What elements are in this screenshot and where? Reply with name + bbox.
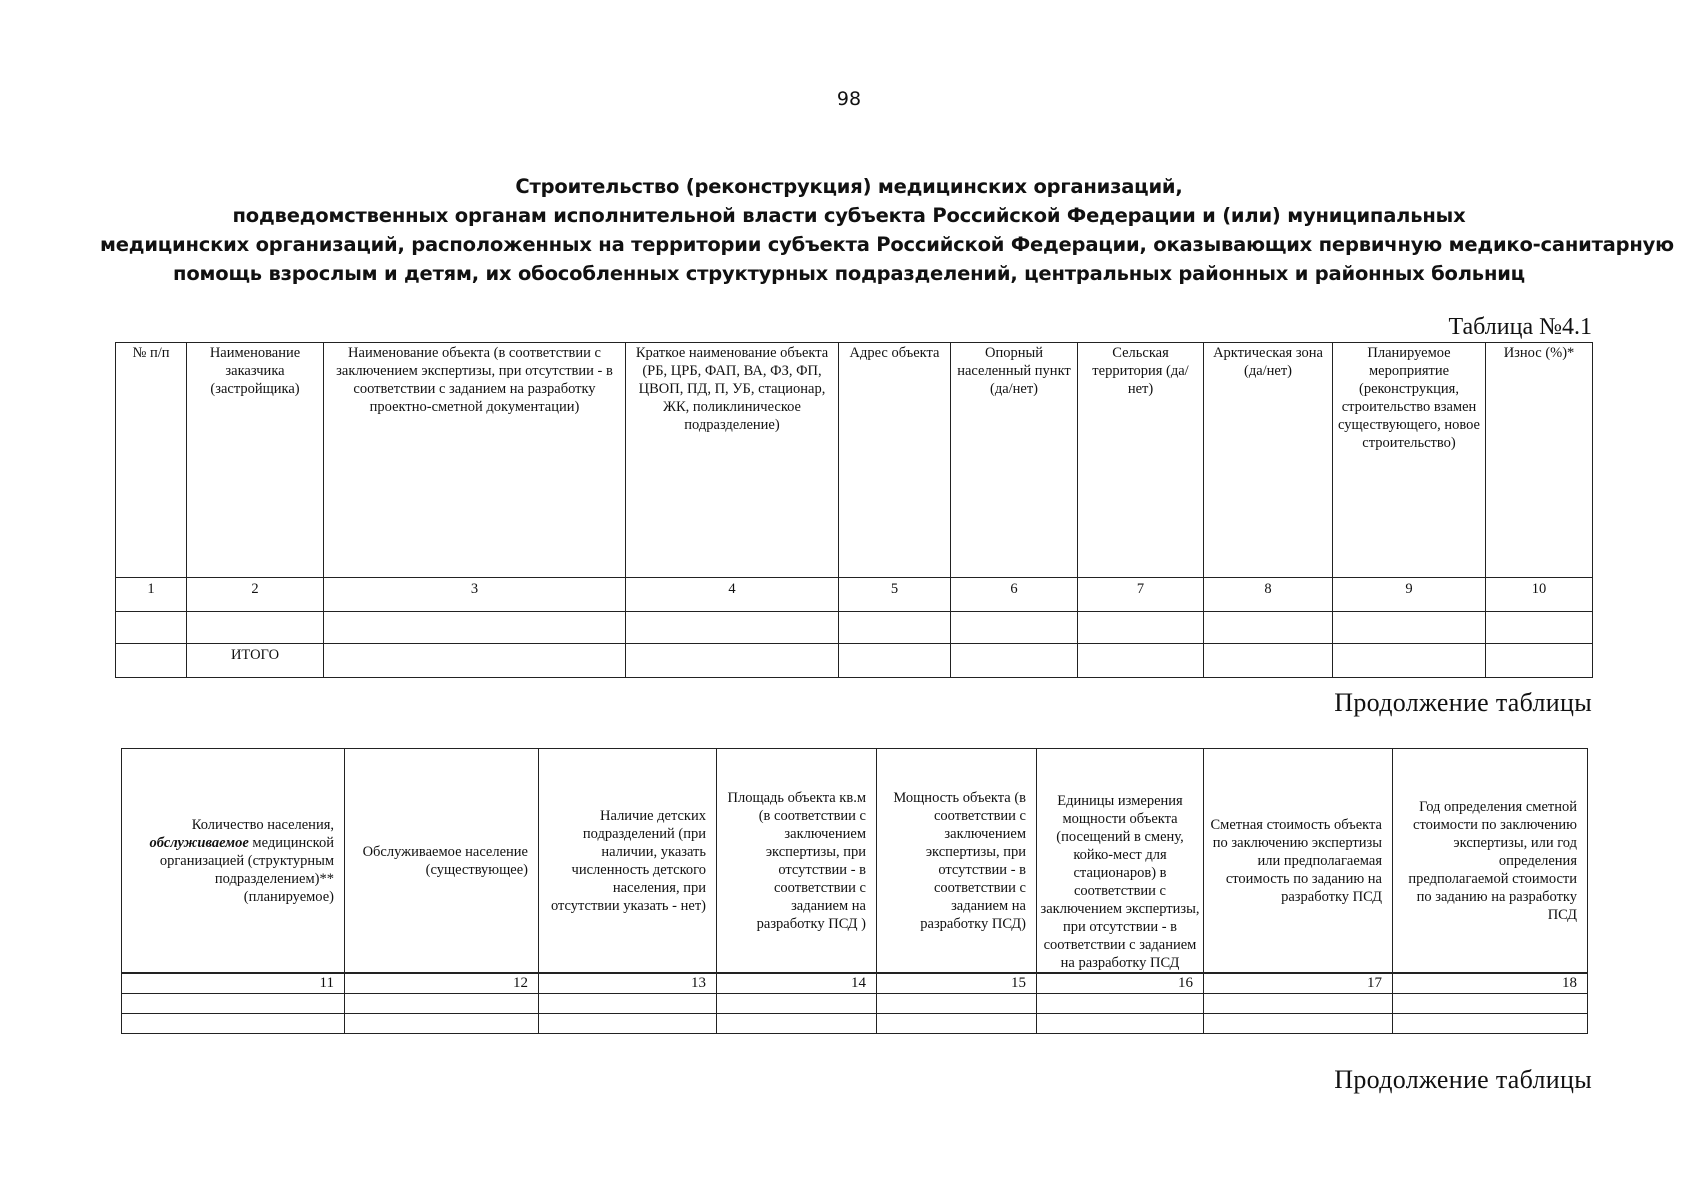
header-row: [122, 749, 1588, 974]
header-cell-population-planned: [122, 749, 345, 974]
table-cell[interactable]: [877, 994, 1037, 1014]
table-cell[interactable]: [626, 612, 839, 644]
header-cell: Краткое наименование объекта (РБ, ЦРБ, ФАП, ВА, ФЗ, ФП, ЦВОП, ПД, П, УБ, стационар, ЖК, поликлиническое подразделение): [626, 343, 839, 578]
column-number: 11: [122, 973, 345, 994]
header-text: медицинской организацией (структурным подразделением)** (планируемое): [159, 834, 334, 905]
header-cell: Сметная стоимость объекта по заключению экспертизы или предполагаемая стоимость по заданию на разработку ПСД: [1204, 749, 1393, 974]
header-cell: Износ (%)*: [1486, 343, 1593, 578]
table-cell[interactable]: [717, 994, 877, 1014]
table-cell[interactable]: [1393, 994, 1588, 1014]
data-row: [122, 994, 1588, 1014]
table-cell[interactable]: [345, 994, 539, 1014]
header-cell: Площадь объекта кв.м (в соответствии с заключением экспертизы, при отсутствии - в соответствии с заданием на разработку ПСД ): [717, 749, 877, 974]
title-line: медицинских организаций, расположенных на территории субъекта Российской Федерации, оказывающих первичную медико-санитарную: [100, 233, 1674, 256]
header-cell: Мощность объекта (в соответствии с заключением экспертизы, при отсутствии - в соответствии с заданием на разработку ПСД): [877, 749, 1037, 974]
table-caption: Таблица №4.1: [1448, 314, 1592, 340]
table-cell[interactable]: [1078, 612, 1204, 644]
table-cell[interactable]: [839, 644, 951, 678]
column-number: 15: [877, 973, 1037, 994]
column-number: 18: [1393, 973, 1588, 994]
header-text-emphasis: обслуживаемое: [149, 834, 249, 851]
table-cell[interactable]: [1037, 994, 1204, 1014]
table-cell[interactable]: [1486, 644, 1593, 678]
column-number: 1: [116, 578, 187, 612]
column-number: 13: [539, 973, 717, 994]
header-cell: Наличие детских подразделений (при наличии, указать численность детского населения, при отсутствии указать - нет): [539, 749, 717, 974]
table-cell[interactable]: [839, 612, 951, 644]
table-cell[interactable]: [1333, 644, 1486, 678]
column-number: 16: [1037, 973, 1204, 994]
header-cell: Наименование заказчика (застройщика): [187, 343, 324, 578]
column-number: 8: [1204, 578, 1333, 612]
column-number: 6: [951, 578, 1078, 612]
column-number: 14: [717, 973, 877, 994]
header-cell: Опорный населенный пункт (да/нет): [951, 343, 1078, 578]
header-cell: Наименование объекта (в соответствии с заключением экспертизы, при отсутствии - в соответствии с заданием на разработку проектно-сметной документации): [324, 343, 626, 578]
main-table: [115, 342, 1593, 678]
data-row: [116, 612, 1593, 644]
column-number-row: [116, 578, 1593, 612]
table-cell[interactable]: [1333, 612, 1486, 644]
table-cell[interactable]: [324, 612, 626, 644]
table-cell[interactable]: [1204, 1014, 1393, 1034]
table-cell[interactable]: [1393, 1014, 1588, 1034]
column-number: 3: [324, 578, 626, 612]
table-cell[interactable]: [1486, 612, 1593, 644]
header-cell: Планируемое мероприятие (реконструкция, строительство взамен существующего, новое строительство): [1333, 343, 1486, 578]
page-number: 98: [836, 88, 862, 110]
continuation-label: Продолжение таблицы: [1334, 1065, 1592, 1094]
table-cell[interactable]: [877, 1014, 1037, 1034]
header-cell: Арктическая зона (да/нет): [1204, 343, 1333, 578]
column-number: 4: [626, 578, 839, 612]
header-cell: Единицы измерения мощности объекта (посещений в смену, койко-мест для стационаров) в соответствии с заключением экспертизы, при отсутствии - в соответствии с заданием на разработку ПСД: [1037, 749, 1204, 974]
table-cell[interactable]: [951, 612, 1078, 644]
table-cell[interactable]: [1037, 1014, 1204, 1034]
column-number: 2: [187, 578, 324, 612]
column-number: 12: [345, 973, 539, 994]
title-line: Строительство (реконструкция) медицинских организаций,: [515, 175, 1183, 198]
header-cell: Сельская территория (да/нет): [1078, 343, 1204, 578]
table-cell[interactable]: [1078, 644, 1204, 678]
column-number: 10: [1486, 578, 1593, 612]
total-row: [116, 644, 1593, 678]
continuation-table: [121, 748, 1588, 1034]
table-cell[interactable]: [116, 644, 187, 678]
table-cell[interactable]: [539, 1014, 717, 1034]
title-line: помощь взрослым и детям, их обособленных структурных подразделений, центральных районных и районных больниц: [173, 262, 1525, 285]
column-number: 7: [1078, 578, 1204, 612]
header-cell: Адрес объекта: [839, 343, 951, 578]
table-cell[interactable]: [951, 644, 1078, 678]
table-cell[interactable]: [1204, 994, 1393, 1014]
table-cell[interactable]: [187, 612, 324, 644]
table-cell[interactable]: [122, 1014, 345, 1034]
header-cell: Год определения сметной стоимости по заключению экспертизы, или год определения предполагаемой стоимости по заданию на разработку ПСД: [1393, 749, 1588, 974]
table-cell[interactable]: [324, 644, 626, 678]
table-cell[interactable]: [1204, 644, 1333, 678]
table-cell[interactable]: [717, 1014, 877, 1034]
table-cell[interactable]: [122, 994, 345, 1014]
column-number: 5: [839, 578, 951, 612]
table-cell[interactable]: [116, 612, 187, 644]
header-row: [116, 343, 1593, 578]
table-cell[interactable]: [626, 644, 839, 678]
table-cell[interactable]: [1204, 612, 1333, 644]
header-cell: Обслуживаемое население (существующее): [345, 749, 539, 974]
header-text: Количество населения,: [191, 816, 334, 833]
column-number: 17: [1204, 973, 1393, 994]
total-label: ИТОГО: [187, 644, 324, 678]
column-number-row: [122, 973, 1588, 994]
data-row: [122, 1014, 1588, 1034]
table-cell[interactable]: [539, 994, 717, 1014]
table-cell[interactable]: [345, 1014, 539, 1034]
header-cell: № п/п: [116, 343, 187, 578]
column-number: 9: [1333, 578, 1486, 612]
continuation-label: Продолжение таблицы: [1334, 688, 1592, 717]
title-line: подведомственных органам исполнительной власти субъекта Российской Федерации и (или) муниципальных: [232, 204, 1466, 227]
document-title: [100, 172, 1674, 288]
